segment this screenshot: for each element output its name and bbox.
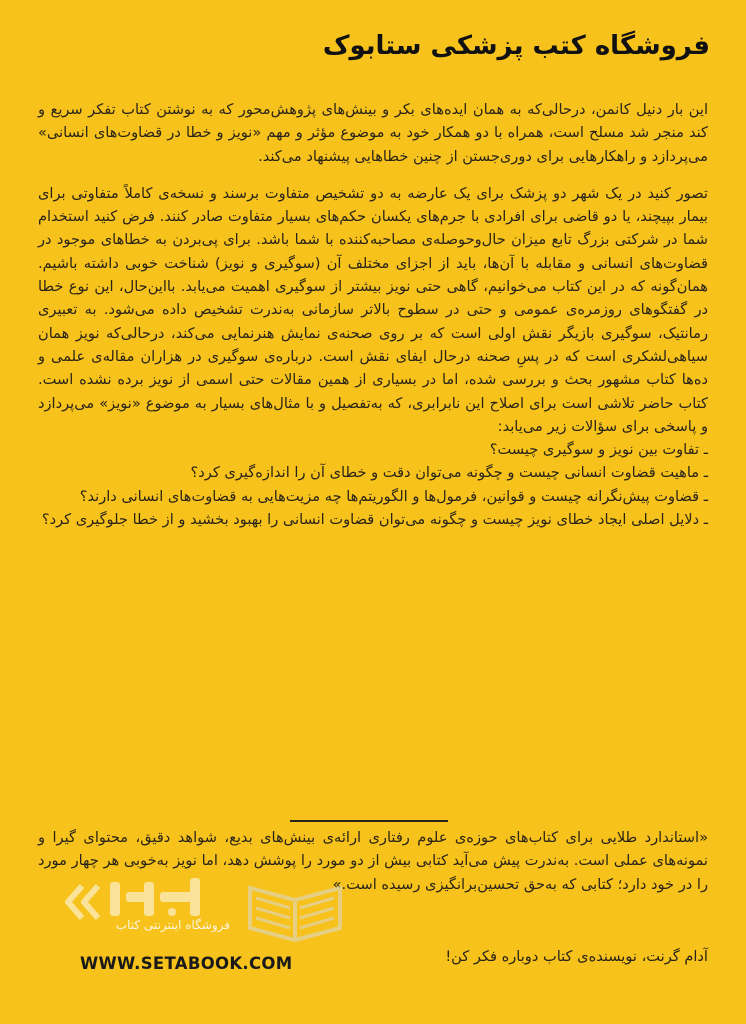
watermark-tagline: فروشگاه اینترنتی کتاب bbox=[115, 918, 230, 932]
list-item: ـ تفاوت بین نویز و سوگیری چیست؟ bbox=[489, 441, 708, 459]
list-item: ـ دلایل اصلی ایجاد خطای نویز چیست و چگونه می‌توان قضاوت انسانی را بهبود بخشید و از خطا جلوگیری کرد؟ bbox=[41, 511, 708, 529]
questions-list bbox=[38, 438, 708, 531]
endorsement-quote: «استاندارد طلایی برای کتاب‌های حوزه‌ی علوم رفتاری ارائه‌ی بینش‌های بدیع، شواهد دقیق، محتوای گیرا و نمونه‌های عملی است. به‌ندرت پیش می‌آید کتابی بیش از دو مورد را پوشش دهد، اما نویز به‌خوبی هر چهار مورد را در خود دارد؛ کتابی که به‌حق تحسین‌برانگیزی رسیده است.» bbox=[38, 829, 708, 893]
main-paragraph: تصور کنید در یک شهر دو پزشک برای یک عارضه به دو تشخیص متفاوت برسند و نسخه‌ی کاملاً متفاوتی برای بیمار بپیچند، یا دو قاضی برای افرادی با جرم‌های یکسان حکم‌های بسیار متفاوت صادر کنند. فرض کنید استخدام شما در شرکتی بزرگ تابع میزان حال‌وحوصله‌ی مصاحبه‌کننده با شما باشد. برای پی‌بردن به خطاهای موجود در قضاوت‌های انسانی و مقابله با آن‌ها، باید از اجزای مختلف آن (سوگیری و نویز) شناخت خوبی داشته باشیم. همان‌گونه که در این کتاب می‌خوانیم، گاهی حتی نویز بیشتر از سوگیری اهمیت می‌یابد. بااین‌حال، این نوع خطا در گفتگوهای روزمره‌ی عمومی و حتی در سطوح بالاتر سازمانی به‌ندرت تشخیص داده می‌شود. به تعبیری رمانتیک، سوگیری بازیگر نقش اولی است که بر روی صحنه‌ی نمایش هنرنمایی می‌کند، درحالی‌که نویز همان سیاهی‌لشکری است که در پسِ صحنه درحال ایفای نقش است. درباره‌ی سوگیری در هزاران مقاله‌ی علمی و ده‌ها کتاب مشهور بحث و بررسی شده، اما در بسیاری از همین مقالات حتی اسمی از نویز برده نشده است. کتاب حاضر تلاشی است برای اصلاح این نابرابری، که به‌تفصیل و با مثال‌های بسیار به موضوع «نویز» می‌پردازد و پاسخی برای سؤالات زیر می‌یابد: bbox=[38, 184, 708, 435]
section-divider bbox=[290, 820, 448, 822]
list-item: ـ ماهیت قضاوت انسانی چیست و چگونه می‌توان دقت و خطای آن را اندازه‌گیری کرد؟ bbox=[190, 464, 708, 482]
quote-author: آدام گرنت، نویسنده‌ی کتاب دوباره فکر کن! bbox=[445, 948, 708, 965]
intro-paragraph: این بار دنیل کانمن، درحالی‌که به همان ایده‌های بکر و بینش‌های پژوهش‌محور که به نوشتن کتاب تفکر سریع و کند منجر شد مسلح است، همراه با دو همکار خود به موضوع مؤثر و مهم «نویز و خطا در قضاوت‌های انسانی» می‌پردازد و راهکارهایی برای دوری‌جستن از چنین خطاهایی پیشنهاد می‌کند. bbox=[38, 101, 708, 165]
list-item: ـ قضاوت پیش‌نگرانه چیست و قوانین، فرمول‌ها و الگوریتم‌ها چه مزیت‌هایی به قضاوت‌های انسانی دارند؟ bbox=[79, 487, 708, 505]
website-url: WWW.SETABOOK.COM bbox=[80, 954, 293, 973]
book-logo-icon bbox=[60, 868, 350, 948]
book-description bbox=[38, 98, 708, 531]
store-title: فروشگاه کتب پزشکی ستابوک bbox=[322, 31, 710, 61]
setabook-logo-watermark bbox=[60, 868, 350, 948]
